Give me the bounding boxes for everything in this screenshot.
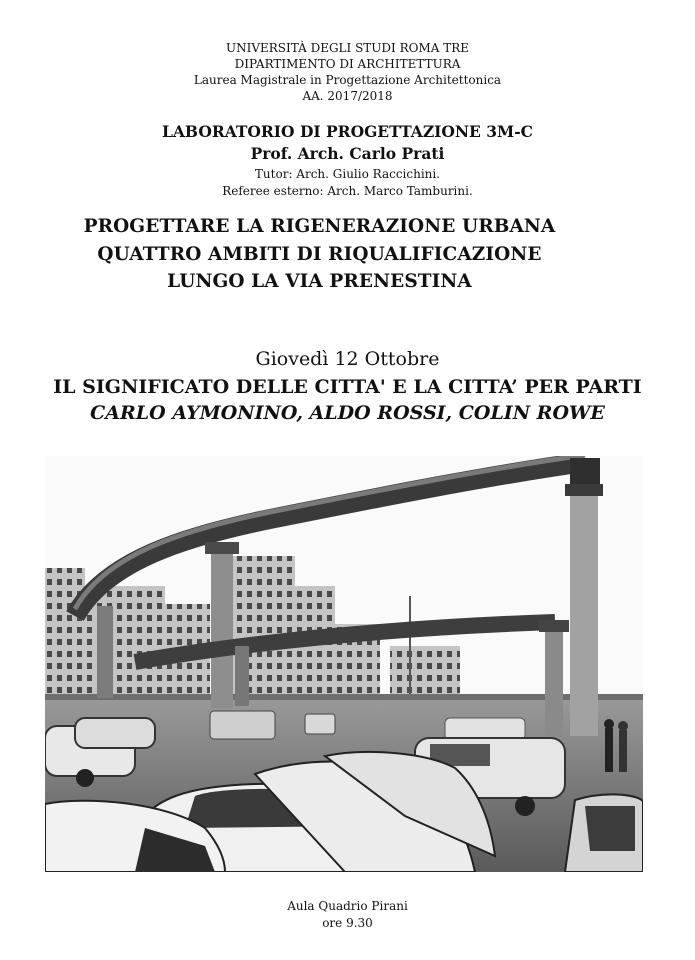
professor-name: Prof. Arch. Carlo Prati <box>250 144 445 163</box>
lecture-date: Giovedì 12 Ottobre <box>255 348 440 370</box>
room-name: Aula Quadrio Pirani <box>287 899 408 913</box>
department-name: DIPARTIMENTO DI ARCHITETTURA <box>234 57 461 71</box>
degree-name: Laurea Magistrale in Progettazione Architettonica <box>193 73 502 87</box>
lecture-topic: IL SIGNIFICATO DELLE CITTA' E LA CITTA’ PER PARTI <box>53 376 642 398</box>
tutor-name: Tutor: Arch. Giulio Raccichini. <box>254 167 441 181</box>
academic-year: AA. 2017/2018 <box>302 89 393 103</box>
university-name: UNIVERSITÀ DEGLI STUDI ROMA TRE <box>225 41 470 55</box>
external-referee: Referee esterno: Arch. Marco Tamburini. <box>222 184 473 198</box>
viaduct-photo <box>45 456 643 872</box>
course-title-line-2: QUATTRO AMBITI DI RIQUALIFICAZIONE <box>97 244 542 265</box>
lecture-time: ore 9.30 <box>322 916 373 930</box>
viaduct-photo-drawing <box>45 456 643 872</box>
lab-title: LABORATORIO DI PROGETTAZIONE 3M-C <box>162 122 533 141</box>
course-title-line-3: LUNGO LA VIA PRENESTINA <box>167 271 472 292</box>
course-title-line-1: PROGETTARE LA RIGENERAZIONE URBANA <box>83 216 556 237</box>
lecture-authors: CARLO AYMONINO, ALDO ROSSI, COLIN ROWE <box>90 402 605 424</box>
